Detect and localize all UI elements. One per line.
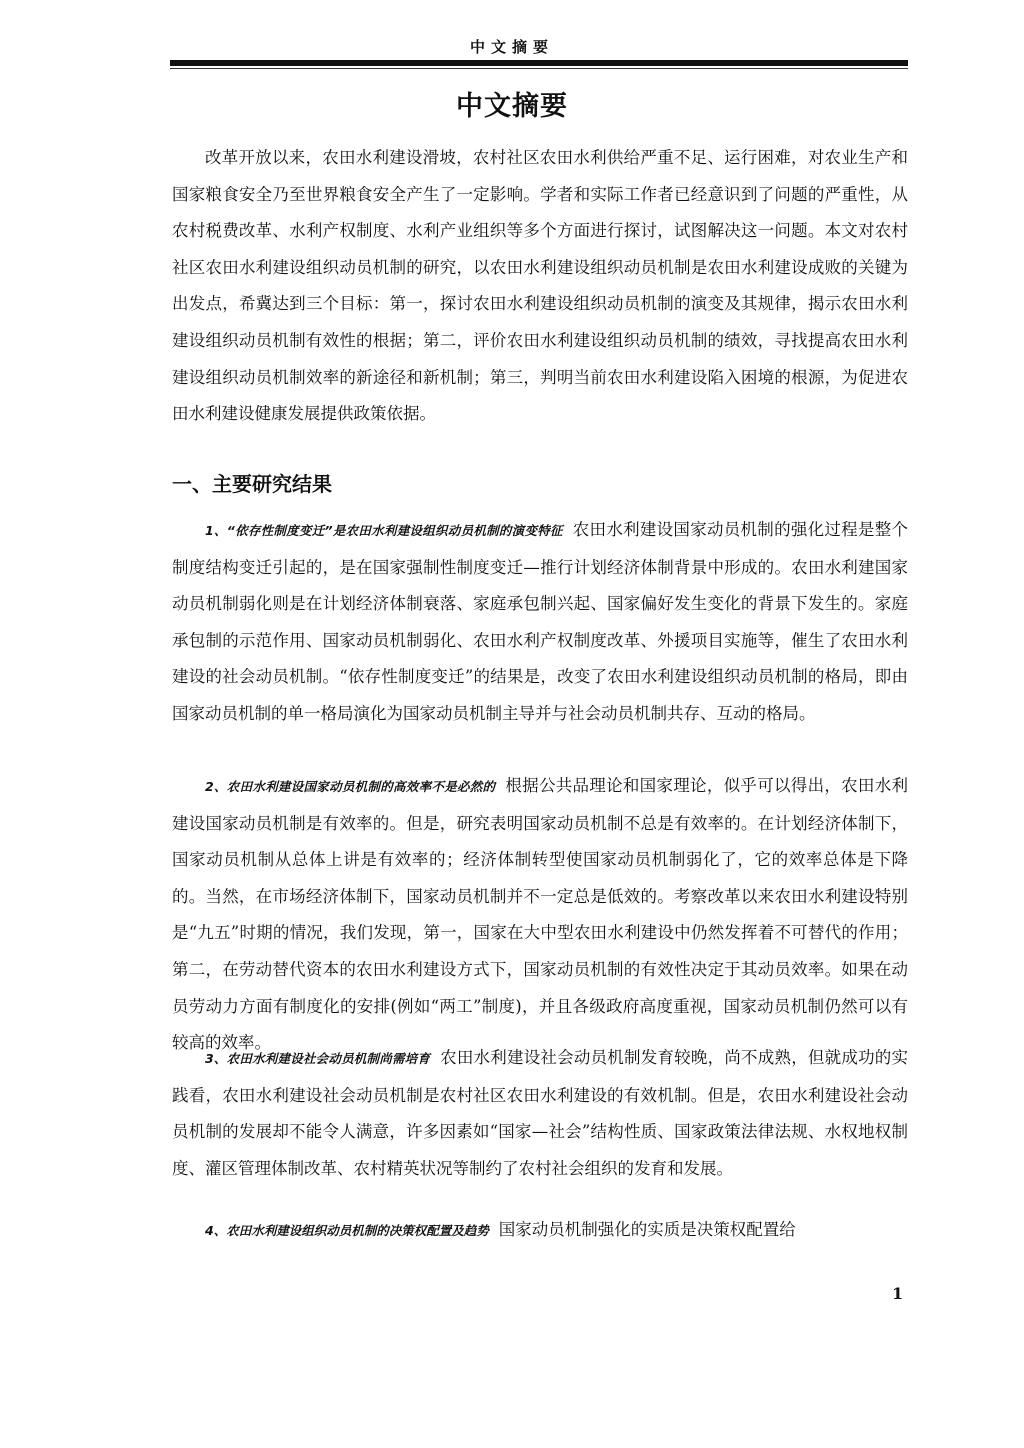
result-item-3-title: 3、农田水利建设社会动员机制尚需培育 [205, 1051, 431, 1066]
page-title: 中文摘要 [456, 91, 568, 122]
result-item-1-title: 1、“依存性制度变迁”是农田水利建设组织动员机制的演变特征 [205, 523, 563, 538]
result-item-2-text: 根据公共品理论和国家理论，似乎可以得出，农田水利建设国家动员机制是有效率的。但是，研究表明国家动员机制不总是有效率的。在计划经济体制下，国家动员机制从总体上讲是有效率的；经济体制转型使国家动员机制弱化了，它的效率总体是下降的。当然，在市场经济体制下，国家动员机制并不一定总是低效的。考察改革以来农田水利建设特别是“九五”时期的情况，我们发现，第一，国家在大中型农田水利建设中仍然发挥着不可替代的作用；第二，在劳动替代资本的农田水利建设方式下，国家动员机制的有效性决定于其动员效率。如果在动员劳动力方面有制度化的安排(例如“两工”制度)，并且各级政府高度重视，国家动员机制仍然可以有较高的效率。 [172, 776, 909, 1053]
result-item-1 [172, 512, 908, 733]
section-heading: 一、主要研究结果 [172, 472, 332, 496]
page-number: 1 [892, 1284, 904, 1303]
header-rule-thin [170, 68, 908, 69]
result-item-4-text: 国家动员机制强化的实质是决策权配置给 [498, 1220, 796, 1239]
result-item-3 [172, 1040, 908, 1187]
result-item-3-text: 农田水利建设社会动员机制发育较晚，尚不成熟，但就成功的实践看，农田水利建设社会动员机制是农村社区农田水利建设的有效机制。但是，农田水利建设社会动员机制的发展却不能令人满意，许多因素如“国家—社会”结构性质、国家政策法律法规、水权地权制度、灌区管理体制改革、农村精英状况等制约了农村社会组织的发育和发展。 [172, 1048, 909, 1178]
result-item-2 [172, 768, 908, 1062]
result-item-2-title: 2、农田水利建设国家动员机制的高效率不是必然的 [205, 779, 496, 794]
running-header: 中文摘要 [469, 38, 554, 56]
result-item-1-text: 农田水利建设国家动员机制的强化过程是整个制度结构变迁引起的，是在国家强制性制度变迁—推行计划经济体制背景中形成的。农田水利建国家动员机制弱化则是在计划经济体制衰落、家庭承包制兴起、国家偏好发生变化的背景下发生的。家庭承包制的示范作用、国家动员机制弱化、农田水利产权制度改革、外援项目实施等，催生了农田水利建设的社会动员机制。“依存性制度变迁”的结果是，改变了农田水利建设组织动员机制的格局，即由国家动员机制的单一格局演化为国家动员机制主导并与社会动员机制共存、互动的格局。 [172, 520, 909, 723]
header-rule-thick [170, 60, 908, 66]
result-item-4 [172, 1212, 908, 1250]
result-item-4-title: 4、农田水利建设组织动员机制的决策权配置及趋势 [205, 1223, 489, 1238]
intro-paragraph: 改革开放以来，农田水利建设滑坡，农村社区农田水利供给严重不足、运行困难，对农业生产和国家粮食安全乃至世界粮食安全产生了一定影响。学者和实际工作者已经意识到了问题的严重性，从农村税费改革、水利产权制度、水利产业组织等多个方面进行探讨，试图解决这一问题。本文对农村社区农田水利建设组织动员机制的研究，以农田水利建设组织动员机制是农田水利建设成败的关键为出发点，希冀达到三个目标：第一，探讨农田水利建设组织动员机制的演变及其规律，揭示农田水利建设组织动员机制有效性的根据；第二，评价农田水利建设组织动员机制的绩效，寻找提高农田水利建设组织动员机制效率的新途径和新机制；第三，判明当前农田水利建设陷入困境的根源，为促进农田水利建设健康发展提供政策依据。 [172, 148, 908, 424]
